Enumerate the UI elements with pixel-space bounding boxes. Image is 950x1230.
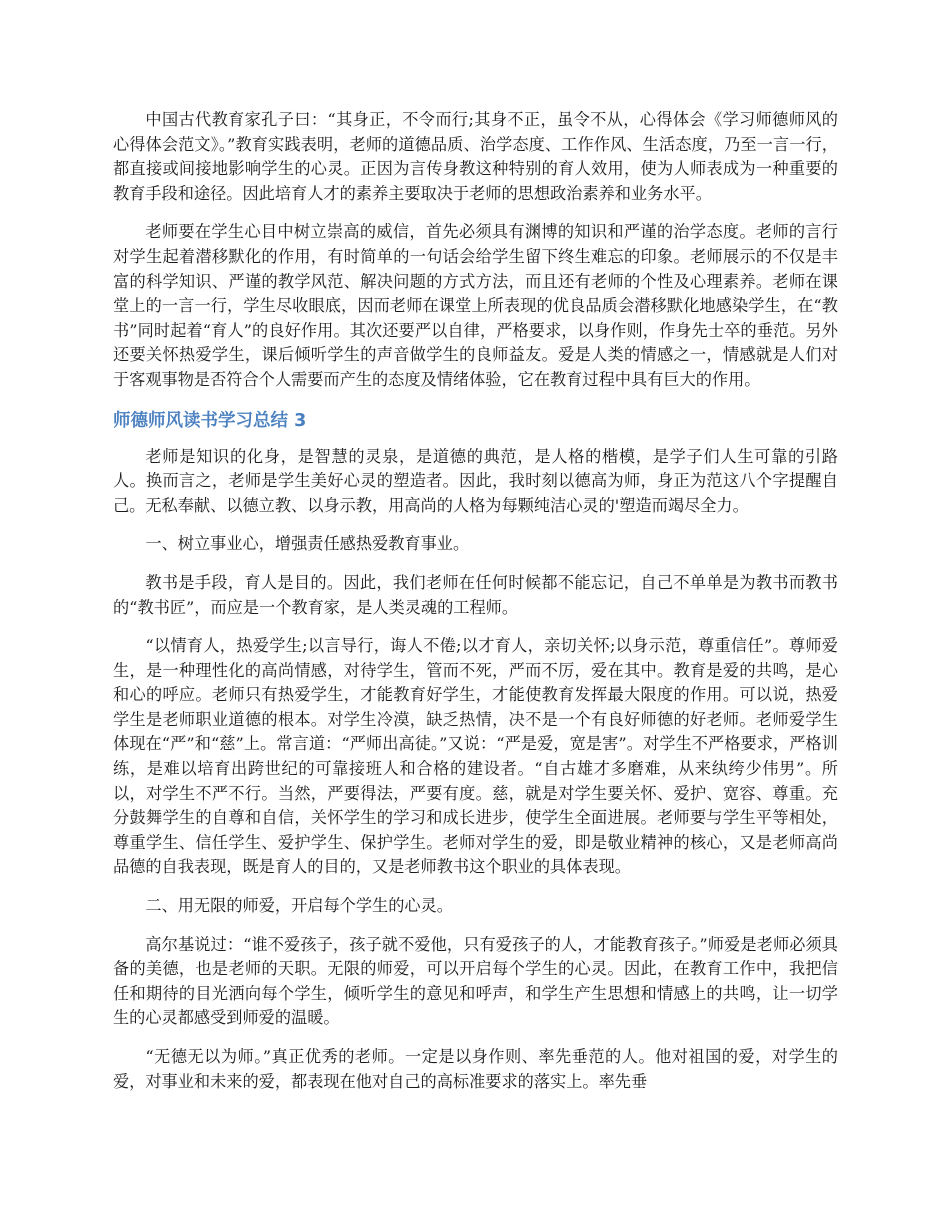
paragraph: 高尔基说过：“谁不爱孩子，孩子就不爱他，只有爱孩子的人，才能教育孩子。”师爱是老师必须具备的美德，也是老师的天职。无限的师爱，可以开启每个学生的心灵。因此，在教育工作中，我把信任和期待的目光洒向每个学生，倾听学生的意见和呼声，和学生产生思想和情感上的共鸣，让一切学生的心灵都感受到师爱的温暖。 xyxy=(113,934,838,1028)
paragraph: 教书是手段，育人是目的。因此，我们老师在任何时候都不能忘记，自己不单单是为教书而教书的“教书匠”，而应是一个教育家，是人类灵魂的工程师。 xyxy=(113,572,838,617)
paragraph: 中国古代教育家孔子曰：“其身正，不令而行;其身不正，虽令不从，心得体会《学习师德师风的心得体会范文》。”教育实践表明，老师的道德品质、治学态度、工作作风、生活态度，乃至一言一行，都直接或间接地影响学生的心灵。正因为言传身教这种特别的育人效用，使为人师表成为一种重要的教育手段和途径。因此培育人才的素养主要取决于老师的思想政治素养和业务水平。 xyxy=(113,110,838,203)
paragraph: “以情育人，热爱学生;以言导行，诲人不倦;以才育人，亲切关怀;以身示范，尊重信任”。尊师爱生，是一种理性化的高尚情感，对待学生，管而不死，严而不厉，爱在其中。教育是爱的共鸣，是心和心的呼应。老师只有热爱学生，才能教育好学生，才能使教育发挥最大限度的作用。可以说，热爱学生是老师职业道德的根本。对学生冷漠，缺乏热情，决不是一个有良好师德的好老师。老师爱学生体现在“严”和“慈”上。常言道：“严师出高徒。”又说：“严是爱，宽是害”。对学生不严格要求，严格训练，是难以培育出跨世纪的可靠接班人和合格的建设者。“自古雄才多磨难，从来纨绔少伟男”。所以，对学生不严不行。当然，严要得法，严要有度。慈，就是对学生要关怀、爱护、宽容、尊重。充分鼓舞学生的自尊和自信，关怀学生的学习和成长进步，使学生全面进展。老师要与学生平等相处，尊重学生、信任学生、爱护学生、保护学生。老师对学生的爱，即是敬业精神的核心，又是老师高尚品德的自我表现，既是育人的目的，又是老师教书这个职业的具体表现。 xyxy=(113,636,838,877)
section-heading: 师德师风读书学习总结 3 xyxy=(113,410,307,431)
paragraph: 老师要在学生心目中树立崇高的威信，首先必须具有渊博的知识和严谨的治学态度。老师的言行对学生起着潜移默化的作用，有时简单的一句话会给学生留下终生难忘的印象。老师展示的不仅是丰富的科学知识、严谨的教学风范、解决问题的方式方法，而且还有老师的个性及心理素养。老师在课堂上的一言一行，学生尽收眼底，因而老师在课堂上所表现的优良品质会潜移默化地感染学生，在“教书”同时起着“育人”的良好作用。其次还要严以自律，严格要求，以身作则，作身先士卒的垂范。另外还要关怀热爱学生，课后倾听学生的声音做学生的良师益友。爱是人类的情感之一，情感就是人们对于客观事物是否符合个人需要而产生的态度及情绪体验，它在教育过程中具有巨大的作用。 xyxy=(113,222,838,389)
paragraph: 老师是知识的化身，是智慧的灵泉，是道德的典范，是人格的楷模，是学子们人生可靠的引路人。换而言之，老师是学生美好心灵的塑造者。因此，我时刻以德高为师，身正为范这八个字提醒自己。无私奉献、以德立教、以身示教，用高尚的人格为每颗纯洁心灵的'塑造而竭尽全力。 xyxy=(113,446,838,515)
section-subheading-2: 二、用无限的师爱，开启每个学生的心灵。 xyxy=(145,896,453,916)
paragraph: “无德无以为师。”真正优秀的老师。一定是以身作则、率先垂范的人。他对祖国的爱，对学生的爱，对事业和未来的爱，都表现在他对自己的高标准要求的落实上。率先垂 xyxy=(113,1047,838,1091)
section-subheading-1: 一、树立事业心，增强责任感热爱教育事业。 xyxy=(145,534,470,554)
document-page xyxy=(113,108,838,1108)
